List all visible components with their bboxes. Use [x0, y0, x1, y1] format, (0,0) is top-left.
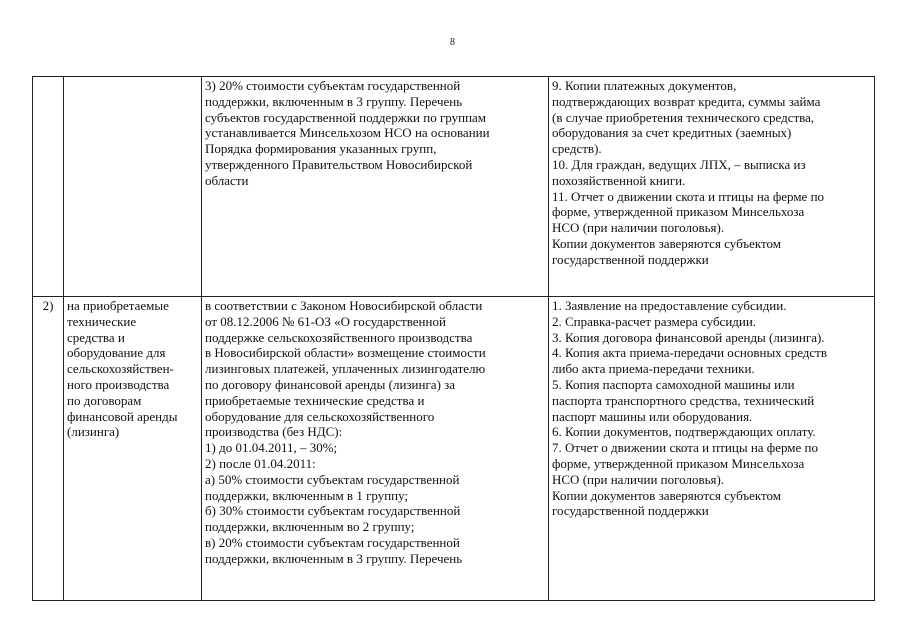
text-line: средства и	[67, 329, 125, 345]
text-line: форме, утвержденной приказом Минсельхоза	[552, 455, 805, 471]
text-line: Порядка формирования указанных групп,	[205, 141, 437, 157]
text-line: подтверждающих возврат кредита, суммы займа	[552, 93, 821, 109]
documents-cell	[549, 297, 875, 601]
text-line: оборудование для сельскохозяйственного	[205, 408, 435, 424]
text-line: от 08.12.2006 № 61-ОЗ «О государственной	[205, 313, 446, 329]
text-line: б) 30% стоимости субъектам государственной	[205, 503, 461, 519]
text-line: в) 20% стоимости субъектам государственной	[205, 534, 460, 550]
conditions-cell	[202, 77, 549, 297]
text-line: форме, утвержденной приказом Минсельхоза	[552, 204, 805, 220]
page-number: 8	[450, 37, 455, 48]
text-line: приобретаемые технические средства и	[205, 392, 425, 408]
text-line: 4. Копия акта приема-передачи основных средств	[552, 345, 827, 361]
text-line: оборудования за счет кредитных (заемных)	[552, 125, 792, 141]
text-line: (в случае приобретения технического средства,	[552, 109, 815, 125]
text-line: области	[205, 172, 249, 188]
text-line: 9. Копии платежных документов,	[552, 78, 737, 93]
text-line: 5. Копия паспорта самоходной машины или	[552, 376, 795, 392]
conditions-cell	[202, 297, 549, 601]
text-line: оборудование для	[67, 345, 166, 361]
text-line: поддержки, включенным во 2 группу;	[205, 519, 415, 535]
text-line: устанавливается Минсельхозом НСО на основании	[205, 125, 490, 141]
text-line: лизинговых платежей, уплаченных лизингодателю	[205, 361, 486, 377]
text-line: поддержки, включенным в 3 группу. Перечень	[205, 93, 463, 109]
subject-cell	[64, 77, 202, 297]
text-line: (лизинга)	[67, 424, 120, 440]
text-line: субъектов государственной поддержки по группам	[205, 109, 487, 125]
text-line: 1. Заявление на предоставление субсидии.	[552, 298, 787, 313]
text-line: средств).	[552, 141, 602, 157]
text-line: 10. Для граждан, ведущих ЛПХ, – выписка из	[552, 156, 806, 172]
text-line: а) 50% стоимости субъектам государственной	[205, 471, 460, 487]
text-line: 3. Копия договора финансовой аренды (лизинга).	[552, 329, 825, 345]
text-line: утвержденного Правительством Новосибирской	[205, 156, 473, 172]
text-line: 7. Отчет о движении скота и птицы на ферме по	[552, 440, 819, 456]
subject-cell	[64, 297, 202, 601]
text-line: по договорам	[67, 392, 142, 408]
text-line: НСО (при наличии поголовья).	[552, 220, 725, 236]
text-line: 2) после 01.04.2011:	[205, 455, 316, 471]
documents-cell	[549, 77, 875, 297]
text-line: по договору финансовой аренды (лизинга) за	[205, 376, 456, 392]
text-line: 6. Копии документов, подтверждающих оплату.	[552, 424, 816, 440]
text-line: технические	[67, 313, 137, 329]
text-line: паспорта транспортного средства, технический	[552, 392, 815, 408]
subsidy-table	[32, 76, 875, 601]
text-line: в Новосибирской области» возмещение стоимости	[205, 345, 486, 361]
text-line: Копии документов заверяются субъектом	[552, 487, 782, 503]
text-line: поддержки, включенным в 1 группу;	[205, 487, 409, 503]
table-row	[33, 77, 875, 297]
row-number-cell	[33, 77, 64, 297]
table-row	[33, 297, 875, 601]
text-line: государственной поддержки	[552, 251, 709, 267]
text-line: производства (без НДС):	[205, 424, 343, 440]
row-number-cell: 2)	[33, 297, 64, 601]
text-line: поддержке сельскохозяйственного производства	[205, 329, 473, 345]
text-line: 2. Справка-расчет размера субсидии.	[552, 313, 757, 329]
text-line: паспорт машины или оборудования.	[552, 408, 753, 424]
text-line: на приобретаемые	[67, 298, 169, 313]
text-line: сельскохозяйствен-	[67, 361, 174, 377]
text-line: ного производства	[67, 376, 170, 392]
text-line: похозяйственной книги.	[552, 172, 686, 188]
text-line: в соответствии с Законом Новосибирской области	[205, 298, 483, 313]
text-line: финансовой аренды	[67, 408, 178, 424]
text-line: 11. Отчет о движении скота и птицы на ферме по	[552, 188, 825, 204]
text-line: Копии документов заверяются субъектом	[552, 235, 782, 251]
text-line: 3) 20% стоимости субъектам государственной	[205, 78, 461, 93]
text-line: НСО (при наличии поголовья).	[552, 471, 725, 487]
text-line: поддержки, включенным в 3 группу. Перечень	[205, 550, 463, 566]
text-line: 1) до 01.04.2011, – 30%;	[205, 440, 338, 456]
text-line: государственной поддержки	[552, 503, 709, 519]
text-line: либо акта приема-передачи техники.	[552, 361, 755, 377]
